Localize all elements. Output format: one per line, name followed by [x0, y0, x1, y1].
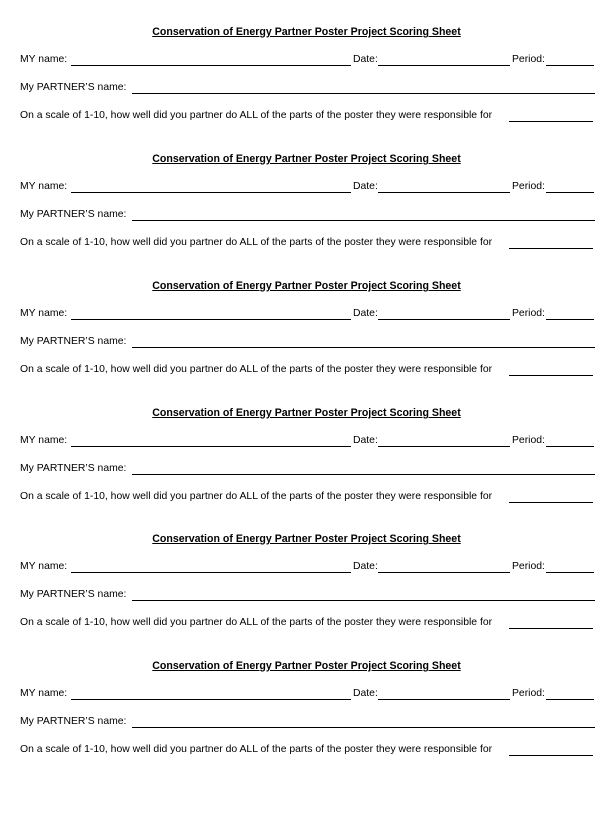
partner-name-label: My PARTNER’S name: [20, 716, 127, 727]
period-label: Period: [512, 435, 545, 446]
partner-name-label: My PARTNER’S name: [20, 209, 127, 220]
sheet-title: Conservation of Energy Partner Poster Project Scoring Sheet [152, 407, 461, 419]
rating-blank[interactable] [509, 502, 593, 503]
my-name-blank[interactable] [71, 319, 351, 320]
period-label: Period: [512, 561, 545, 572]
partner-name-blank[interactable] [132, 474, 595, 475]
scoring-sheet-section-6 [0, 659, 613, 785]
period-label: Period: [512, 688, 545, 699]
date-blank[interactable] [378, 446, 510, 447]
rating-question: On a scale of 1-10, how well did you partner do ALL of the parts of the poster they were responsible for [20, 110, 493, 121]
partner-name-label: My PARTNER’S name: [20, 589, 127, 600]
scoring-sheet-section-2 [0, 152, 613, 278]
period-blank[interactable] [546, 446, 594, 447]
rating-question: On a scale of 1-10, how well did you partner do ALL of the parts of the poster they were responsible for [20, 364, 493, 375]
date-blank[interactable] [378, 699, 510, 700]
date-label: Date: [353, 54, 378, 65]
date-blank[interactable] [378, 319, 510, 320]
scoring-sheet-section-5 [0, 532, 613, 658]
period-label: Period: [512, 54, 545, 65]
date-label: Date: [353, 688, 378, 699]
sheet-title: Conservation of Energy Partner Poster Project Scoring Sheet [152, 280, 461, 292]
my-name-blank[interactable] [71, 192, 351, 193]
rating-question: On a scale of 1-10, how well did you partner do ALL of the parts of the poster they were responsible for [20, 744, 493, 755]
scoring-sheet-section-1 [0, 25, 613, 151]
rating-blank[interactable] [509, 755, 593, 756]
period-label: Period: [512, 181, 545, 192]
rating-blank[interactable] [509, 121, 593, 122]
period-blank[interactable] [546, 319, 594, 320]
my-name-label: MY name: [20, 435, 68, 446]
my-name-label: MY name: [20, 561, 68, 572]
partner-name-blank[interactable] [132, 600, 595, 601]
period-label: Period: [512, 308, 545, 319]
rating-question: On a scale of 1-10, how well did you partner do ALL of the parts of the poster they were responsible for [20, 491, 493, 502]
my-name-label: MY name: [20, 181, 68, 192]
rating-question: On a scale of 1-10, how well did you partner do ALL of the parts of the poster they were responsible for [20, 237, 493, 248]
scoring-sheet-section-3 [0, 279, 613, 405]
date-label: Date: [353, 308, 378, 319]
my-name-blank[interactable] [71, 699, 351, 700]
period-blank[interactable] [546, 699, 594, 700]
date-blank[interactable] [378, 572, 510, 573]
sheet-title: Conservation of Energy Partner Poster Project Scoring Sheet [152, 153, 461, 165]
my-name-blank[interactable] [71, 446, 351, 447]
date-blank[interactable] [378, 65, 510, 66]
sheet-title: Conservation of Energy Partner Poster Project Scoring Sheet [152, 26, 461, 38]
my-name-label: MY name: [20, 54, 68, 65]
partner-name-blank[interactable] [132, 220, 595, 221]
sheet-title: Conservation of Energy Partner Poster Project Scoring Sheet [152, 660, 461, 672]
partner-name-label: My PARTNER’S name: [20, 82, 127, 93]
my-name-label: MY name: [20, 308, 68, 319]
date-label: Date: [353, 561, 378, 572]
my-name-label: MY name: [20, 688, 68, 699]
period-blank[interactable] [546, 65, 594, 66]
rating-question: On a scale of 1-10, how well did you partner do ALL of the parts of the poster they were responsible for [20, 617, 493, 628]
partner-name-blank[interactable] [132, 93, 595, 94]
partner-name-label: My PARTNER’S name: [20, 336, 127, 347]
period-blank[interactable] [546, 572, 594, 573]
rating-blank[interactable] [509, 375, 593, 376]
sheet-title: Conservation of Energy Partner Poster Project Scoring Sheet [152, 533, 461, 545]
partner-name-blank[interactable] [132, 347, 595, 348]
period-blank[interactable] [546, 192, 594, 193]
partner-name-blank[interactable] [132, 727, 595, 728]
rating-blank[interactable] [509, 628, 593, 629]
date-label: Date: [353, 181, 378, 192]
my-name-blank[interactable] [71, 572, 351, 573]
date-blank[interactable] [378, 192, 510, 193]
date-label: Date: [353, 435, 378, 446]
my-name-blank[interactable] [71, 65, 351, 66]
rating-blank[interactable] [509, 248, 593, 249]
scoring-sheet-section-4 [0, 406, 613, 532]
partner-name-label: My PARTNER’S name: [20, 463, 127, 474]
